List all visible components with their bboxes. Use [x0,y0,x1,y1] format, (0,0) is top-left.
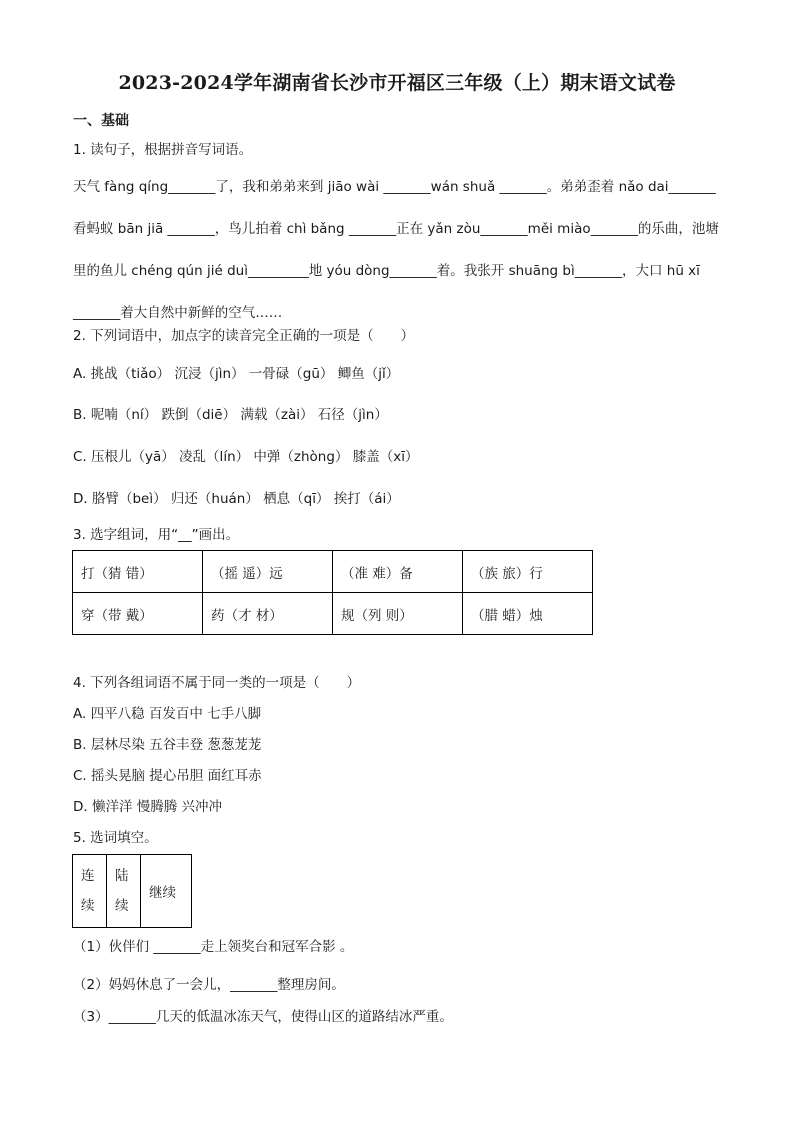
page-title: 2023-2024学年湖南省长沙市开福区三年级（上）期末语文试卷 [118,72,676,94]
table-cell: 打（猜 错） [73,551,203,593]
q1-line: 里的鱼儿 chéng qún jié duì_________地 yóu dòng_______着。我张开 shuāng bì_______，大口 hū xī [73,263,700,279]
q5-item-2: （2）妈妈休息了一会儿，_______整理房间。 [73,977,345,993]
q4-option-c: C. 摇头晃脑 提心吊胆 面红耳赤 [73,768,262,784]
q3-stem: 3. 选字组词，用“__”画出。 [73,527,240,543]
q2-option-c: C. 压根儿（yā） 凌乱（lín） 中弹（zhòng） 膝盖（xī） [73,449,419,465]
section-heading: 一、基础 [73,113,129,129]
table-row [73,855,192,928]
table-row [73,551,593,593]
table-cell: 药（才 材） [203,593,333,635]
table-row [73,593,593,635]
q5-word-table [72,854,192,928]
word-cell-luxu: 陆 续 [107,855,141,928]
table-cell: 规（列 则） [333,593,463,635]
q1-line: 看蚂蚁 bān jiā _______，鸟儿拍着 chì bǎng _______正在 yǎn zòu_______měi miào_______的乐曲，池塘 [73,221,719,237]
q5-item-1: （1）伙伴们 _______走上领奖台和冠军合影 。 [73,939,354,955]
q3-table [72,550,593,635]
q4-option-a: A. 四平八稳 百发百中 七手八脚 [73,706,262,722]
word-cell-jixu: 继续 [141,855,192,928]
q2-option-d: D. 胳臂（beì） 归还（huán） 栖息（qī） 挨打（ái） [73,491,400,507]
table-cell: 穿（带 戴） [73,593,203,635]
q5-stem: 5. 选词填空。 [73,830,158,846]
q4-option-d: D. 懒洋洋 慢腾腾 兴冲冲 [73,799,223,815]
q2-option-a: A. 挑战（tiǎo） 沉浸（jìn） 一骨碌（gū） 鲫鱼（jǐ） [73,366,400,382]
word-cell-lianxu: 连 续 [73,855,107,928]
q1-stem: 1. 读句子，根据拼音写词语。 [73,142,253,158]
q2-stem: 2. 下列词语中，加点字的读音完全正确的一项是（ ） [73,328,415,344]
table-cell: （摇 遥）远 [203,551,333,593]
table-cell: （准 难）备 [333,551,463,593]
q4-option-b: B. 层林尽染 五谷丰登 葱葱茏茏 [73,737,262,753]
q1-line: 天气 fàng qíng_______了，我和弟弟来到 jiāo wài _______wán shuǎ _______。弟弟歪着 nǎo dai_______ [73,179,716,195]
table-cell: （腊 蜡）烛 [463,593,593,635]
q5-item-3: （3）_______几天的低温冰冻天气，使得山区的道路结冰严重。 [73,1009,453,1025]
q4-stem: 4. 下列各组词语不属于同一类的一项是（ ） [73,675,361,691]
q2-option-b: B. 呢喃（ní） 跌倒（diē） 满载（zài） 石径（jìn） [73,407,388,423]
q1-passage [73,172,723,328]
table-cell: （族 旅）行 [463,551,593,593]
q1-line: _______着大自然中新鲜的空气…… [73,305,283,321]
